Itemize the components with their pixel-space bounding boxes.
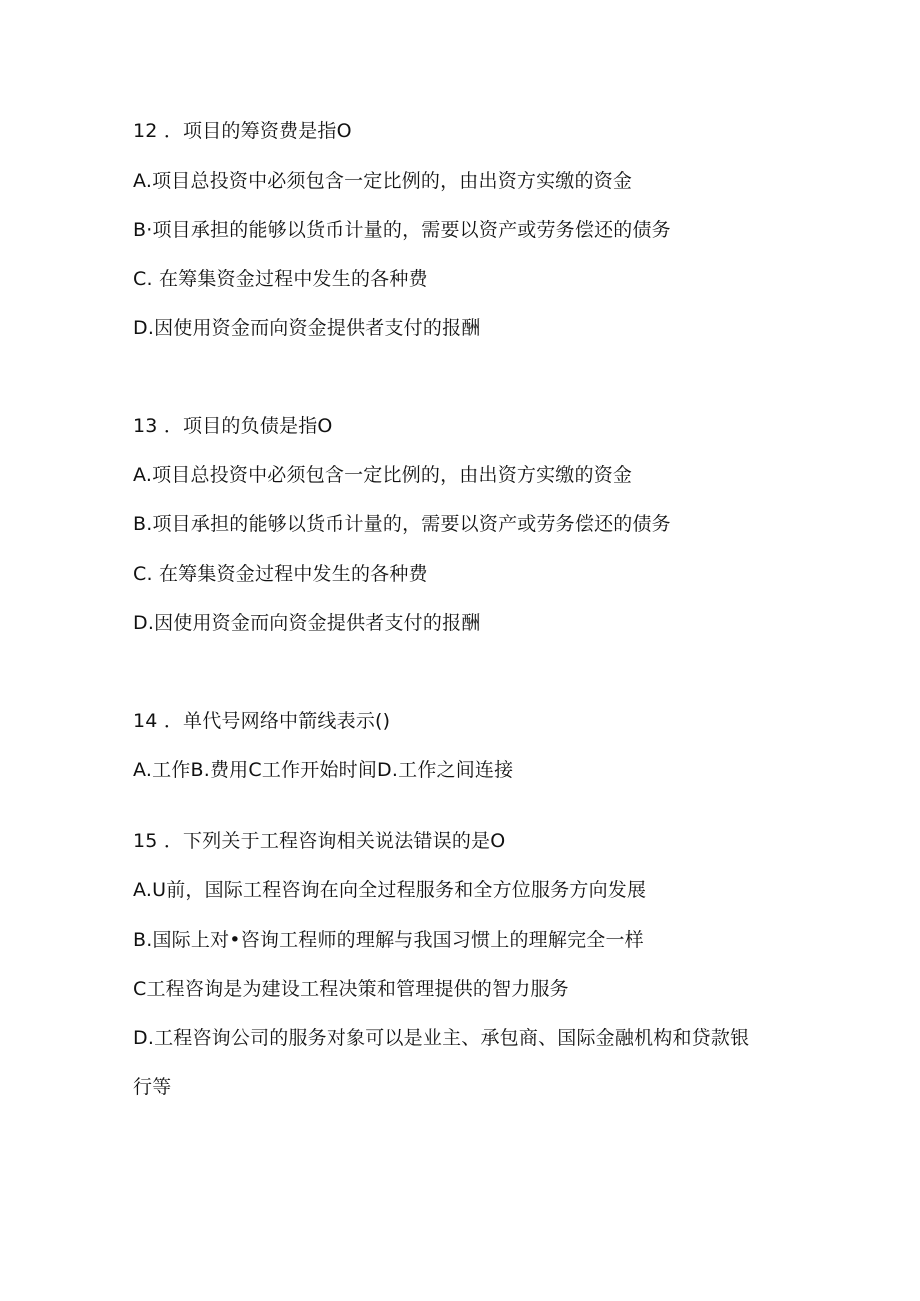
question-15-option-c: C工程咨询是为建设工程决策和管理提供的智力服务: [133, 978, 569, 1000]
question-15-option-a: A.U前，国际工程咨询在向全过程服务和全方位服务方向发展: [133, 879, 647, 901]
question-12-option-d: D.因使用资金而向资金提供者支付的报酬: [133, 317, 481, 339]
question-13-stem: 13 ．项目的负债是指O: [133, 415, 333, 437]
question-15-option-b: B.国际上对•咨询工程师的理解与我国习惯上的理解完全一样: [133, 929, 644, 951]
question-12-stem: 12 ．项目的筹资费是指O: [133, 120, 352, 142]
question-14-options: A.工作B.费用C工作开始时间D.工作之间连接: [133, 759, 514, 781]
question-12-option-c: C. 在筹集资金过程中发生的各种费: [133, 268, 428, 290]
question-12-option-b: B·项目承担的能够以货币计量的，需要以资产或劳务偿还的债务: [133, 219, 671, 241]
question-13-option-d: D.因使用资金而向资金提供者支付的报酬: [133, 612, 481, 634]
question-13-option-c: C. 在筹集资金过程中发生的各种费: [133, 563, 428, 585]
question-13-option-b: B.项目承担的能够以货币计量的，需要以资产或劳务偿还的债务: [133, 513, 671, 535]
question-12-option-a: A.项目总投资中必须包含一定比例的，由出资方实缴的资金: [133, 170, 633, 192]
question-14-stem: 14 ．单代号网络中箭线表示(): [133, 710, 391, 732]
question-15-stem: 15 ．下列关于工程咨询相关说法错误的是O: [133, 830, 506, 852]
question-15-option-d: D.工程咨询公司的服务对象可以是业主、承包商、国际金融机构和贷款银: [133, 1027, 750, 1049]
question-13-option-a: A.项目总投资中必须包含一定比例的，由出资方实缴的资金: [133, 464, 633, 486]
question-15-option-d-continued: 行等: [133, 1076, 172, 1098]
